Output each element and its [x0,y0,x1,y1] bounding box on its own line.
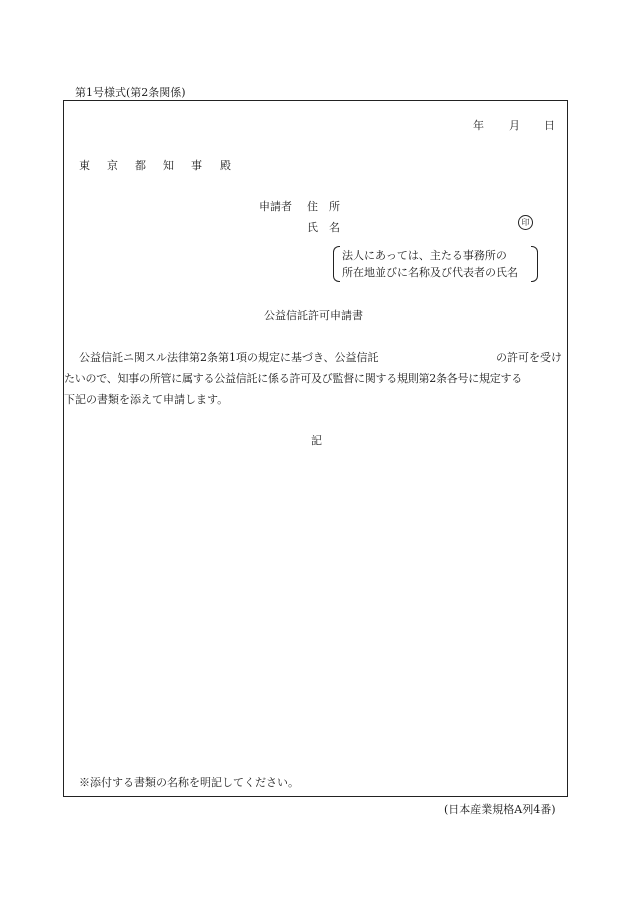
document-title: 公益信託許可申請書 [264,309,363,322]
body-line-1b: の許可を受け [496,351,562,364]
body-line-2: たいので、知事の所管に属する公益信託に係る許可及び監督に関する規則第2条各号に規定する [64,372,523,385]
corporate-note [333,246,538,284]
addressee-name: 東 京 都 知 事 [79,159,205,172]
note-line-1: 法人にあっては、主たる事務所の [342,249,507,262]
footnote: ※添付する書類の名称を明記してください。 [79,776,299,789]
date-day: 日 [544,119,555,132]
note-line-2: 所在地並びに名称及び代表者の氏名 [342,266,518,279]
date-year: 年 [473,119,484,132]
bracket-left [333,246,340,282]
body-line-1a: 公益信託ニ関スル法律第2条第1項の規定に基づき、公益信託 [79,351,379,364]
body-line-3: 下記の書類を添えて申請します。 [64,393,229,406]
bracket-right [531,246,538,282]
ki-heading: 記 [311,434,322,447]
seal-mark: 印 [518,215,533,230]
applicant-role: 申請者 [259,200,292,213]
name-label: 氏 名 [307,221,340,234]
date-month: 月 [509,119,520,132]
addressee-honorific: 殿 [220,159,231,172]
paper-size-note: (日本産業規格A列4番) [444,803,556,816]
form-label: 第1号様式(第2条関係) [75,86,186,99]
address-label: 住 所 [307,200,340,213]
